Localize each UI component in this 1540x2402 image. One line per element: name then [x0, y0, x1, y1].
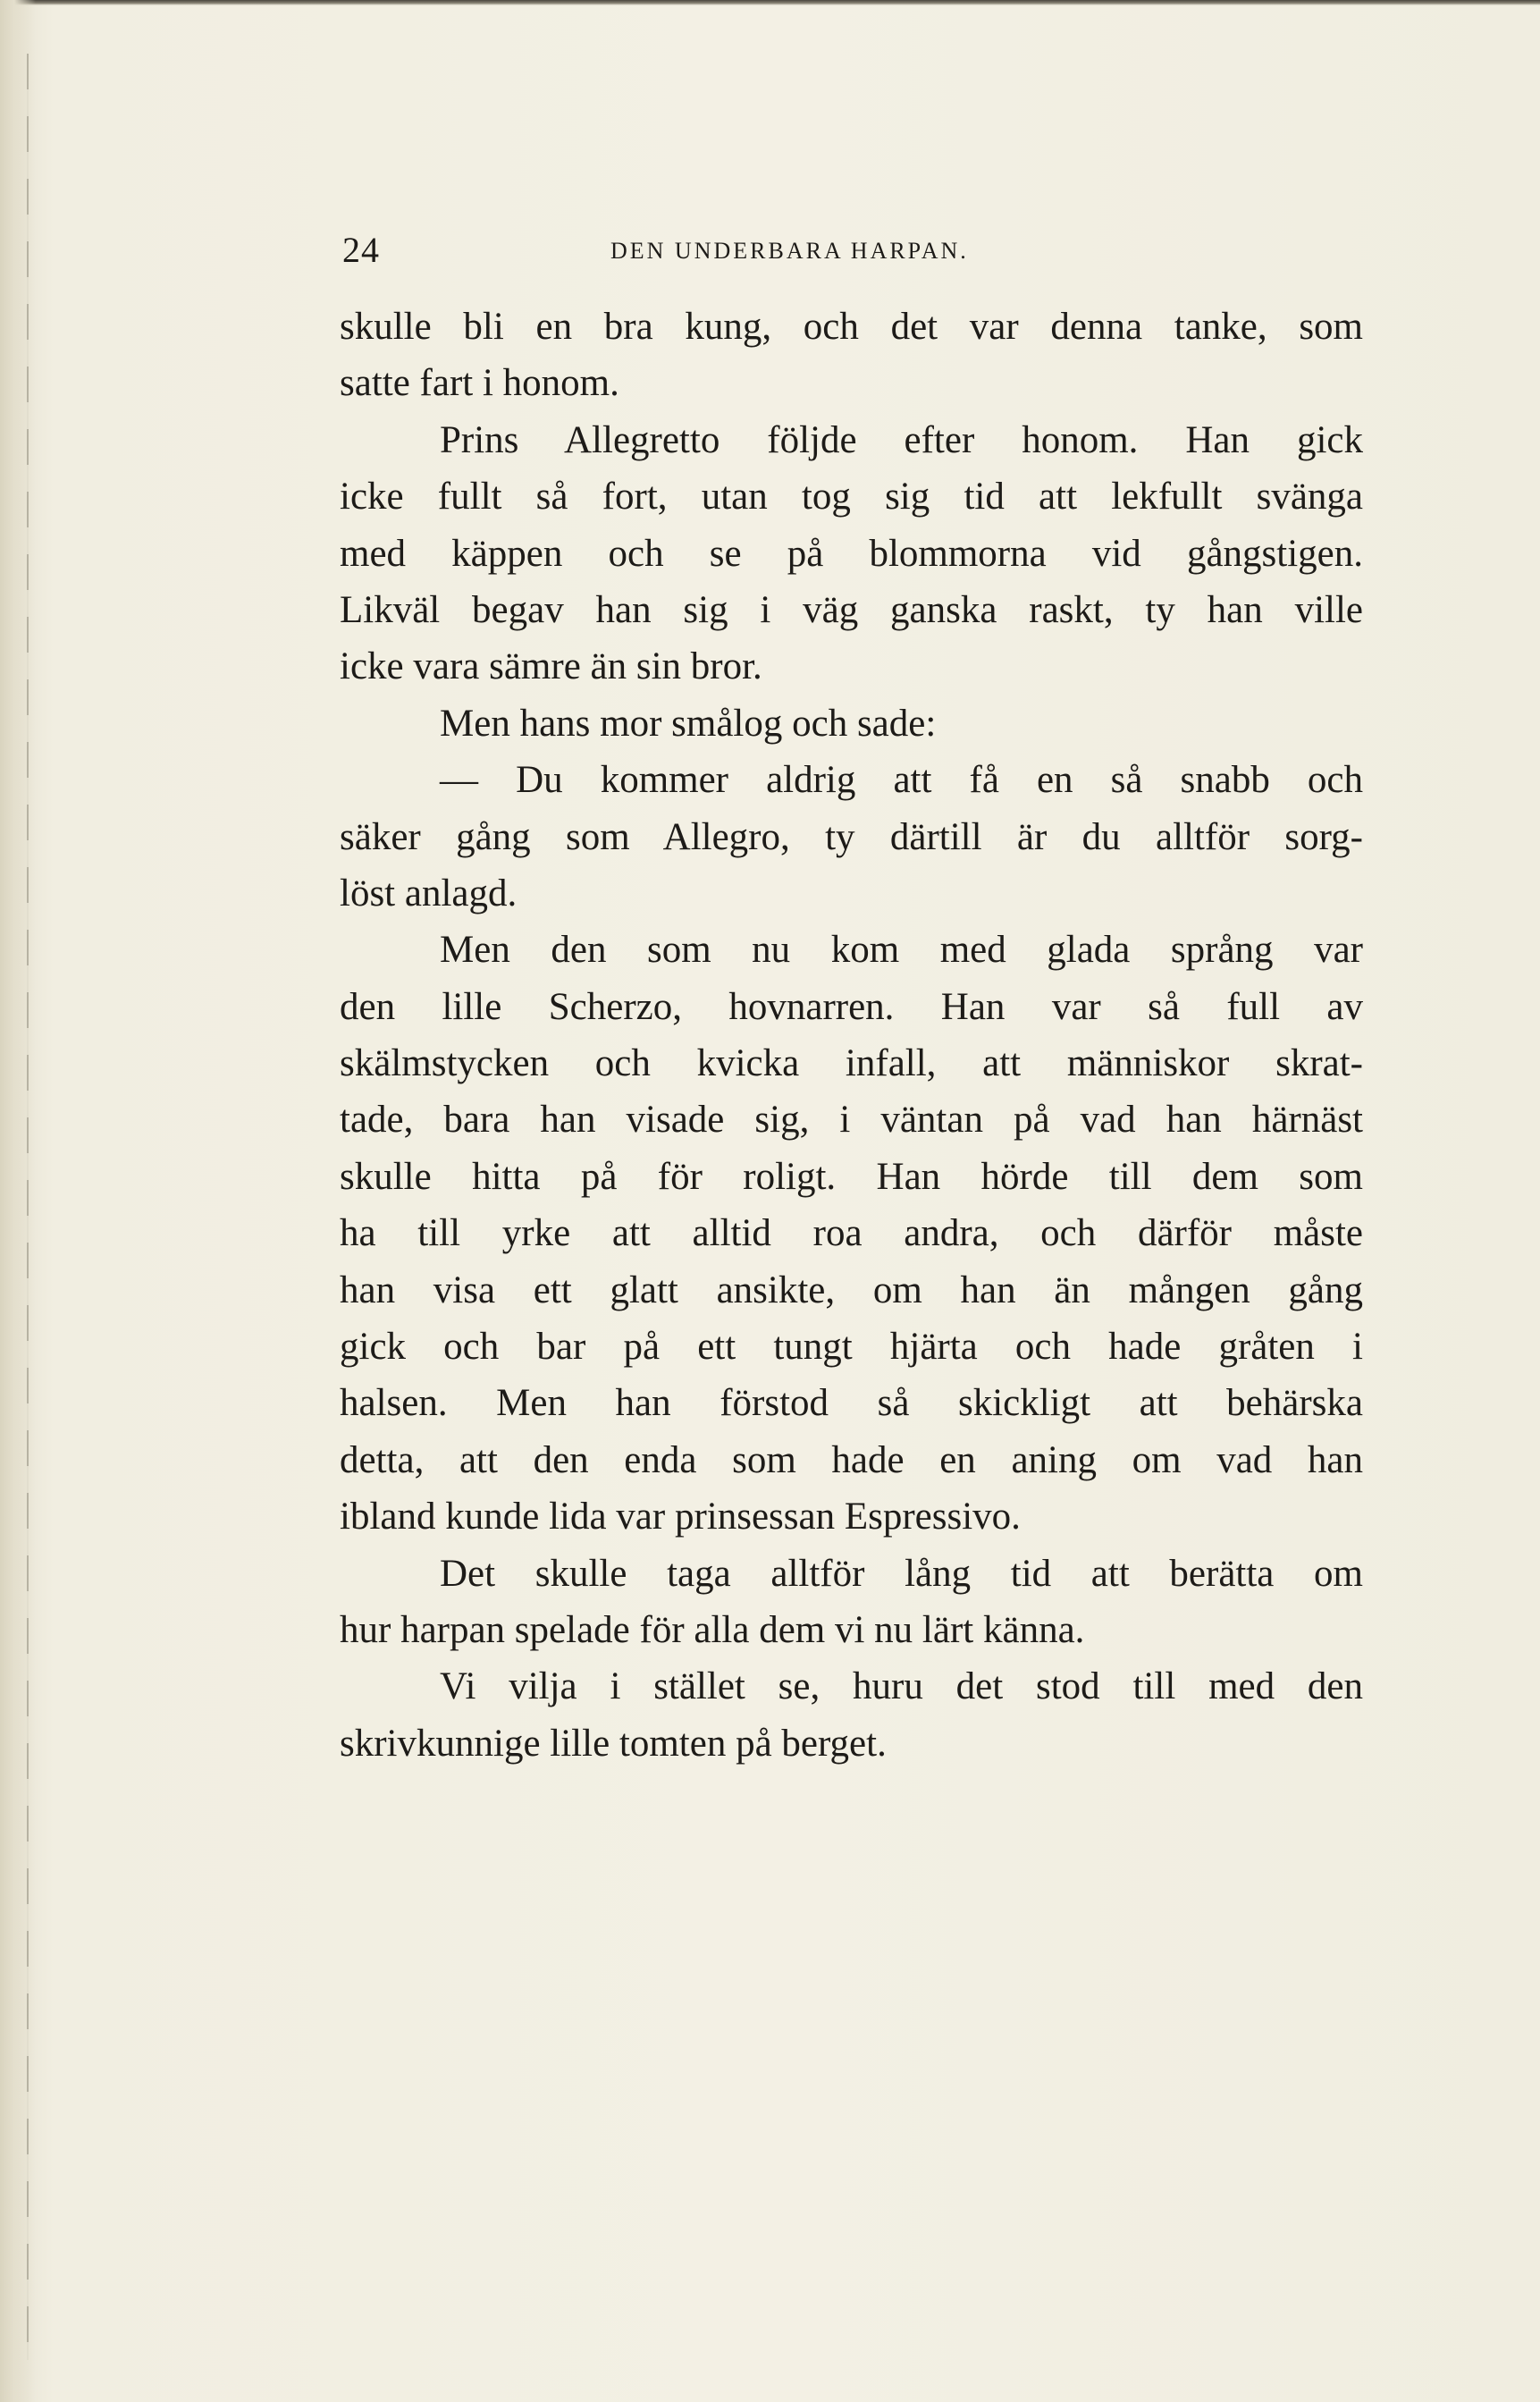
text-line: Det skulle taga alltför lång tid att berätta om [440, 1552, 1363, 1595]
text-line: ibland kunde lida var prinsessan Espressivo. [340, 1496, 1021, 1538]
text-line: — Du kommer aldrig att få en så snabb och [440, 759, 1363, 802]
text-line: icke fullt så fort, utan tog sig tid att lekfullt svänga [340, 476, 1363, 518]
text-line: Prins Allegretto följde efter honom. Han gick [440, 418, 1363, 461]
text-line: löst anlagd. [340, 872, 518, 914]
text-line: Men hans mor smålog och sade: [440, 702, 937, 745]
body-text [340, 299, 1363, 1772]
page-binding-edge [0, 0, 36, 2402]
text-line: ha till yrke att alltid roa andra, och därför måste [340, 1212, 1363, 1255]
text-line: skulle bli en bra kung, och det var denna tanke, som [340, 306, 1363, 348]
text-line: halsen. Men han förstod så skickligt att behärska [340, 1382, 1363, 1425]
text-line: han visa ett glatt ansikte, om han än mången gång [340, 1268, 1363, 1311]
text-line: skulle hitta på för roligt. Han hörde till dem som [340, 1155, 1363, 1198]
text-line: säker gång som Allegro, ty därtill är du alltför sorg- [340, 815, 1363, 858]
binding-shadow [27, 54, 29, 2360]
text-line: icke vara sämre än sin bror. [340, 645, 762, 688]
text-line: detta, att den enda som hade en aning om vad han [340, 1438, 1363, 1481]
page-top-edge [0, 0, 1540, 5]
text-line: skälmstycken och kvicka infall, att människor skrat- [340, 1042, 1363, 1085]
text-line: med käppen och se på blommorna vid gångstigen. [340, 532, 1363, 575]
page-number: 24 [342, 230, 380, 270]
page-header [342, 228, 1366, 273]
text-line: tade, bara han visade sig, i väntan på vad han härnäst [340, 1099, 1363, 1142]
text-line: Likväl begav han sig i väg ganska raskt, ty han ville [340, 588, 1363, 631]
text-line: gick och bar på ett tungt hjärta och hade gråten i [340, 1326, 1363, 1369]
text-line: skrivkunnige lille tomten på berget. [340, 1722, 887, 1765]
text-line: Vi vilja i stället se, huru det stod till med den [440, 1665, 1363, 1708]
text-line: satte fart i honom. [340, 362, 619, 405]
text-line: den lille Scherzo, hovnarren. Han var så full av [340, 985, 1363, 1028]
text-line: hur harpan spelade för alla dem vi nu lärt känna. [340, 1608, 1085, 1651]
running-head: DEN UNDERBARA HARPAN. [610, 238, 969, 264]
text-line: Men den som nu kom med glada språng var [440, 929, 1363, 972]
